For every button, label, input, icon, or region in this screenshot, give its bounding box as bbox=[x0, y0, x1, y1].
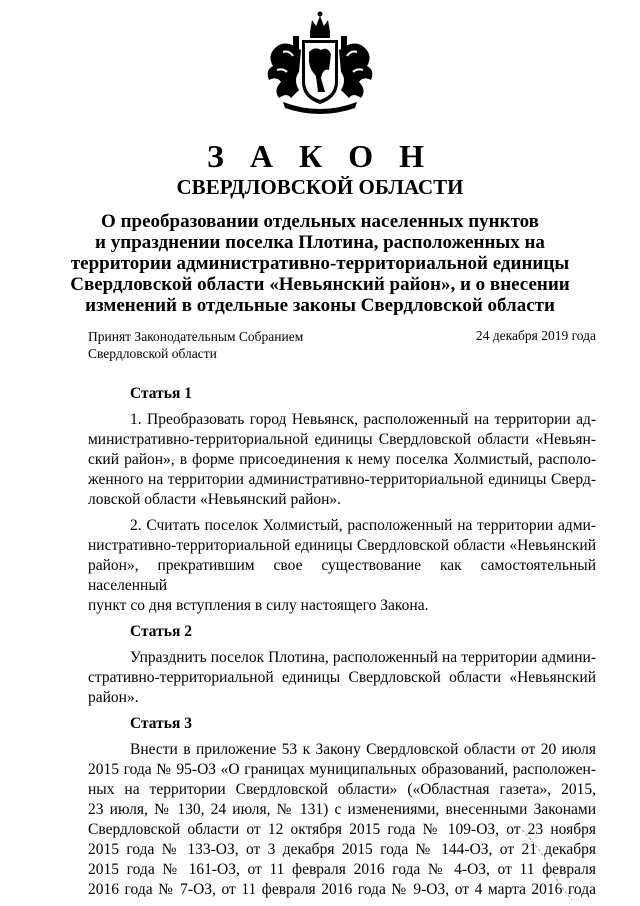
paragraph-line: пункт со дня вступления в силу настоящего Закона. bbox=[88, 597, 429, 614]
article-title: Статья 3 bbox=[130, 715, 192, 732]
paragraph-line: 23 июля, № 130, 24 июля, № 131) с изменениями, внесенными Законами bbox=[88, 801, 596, 818]
paragraph-line: Свердловской области от 12 октября 2015 года № 109-ОЗ, от 23 ноября bbox=[88, 821, 596, 838]
paragraph-line: район». bbox=[88, 689, 139, 706]
paragraph-line: 2015 года № 161-ОЗ, от 11 февраля 2016 года № 4-ОЗ, от 11 февраля bbox=[88, 861, 596, 878]
paragraph-line: Упразднить поселок Плотина, расположенный на территории админи- bbox=[130, 649, 596, 666]
adoption-line: Принят Законодательным Собранием bbox=[88, 329, 304, 344]
document-title: З А К О Н bbox=[207, 138, 433, 174]
paragraph-line: женного на территории административно-территориальной единицы Сверд- bbox=[88, 471, 596, 488]
document-subtitle: СВЕРДЛОВСКОЙ ОБЛАСТИ bbox=[176, 175, 464, 199]
paragraph-line: район», прекратившим свое существование как самостоятельный населенный bbox=[88, 557, 596, 594]
adoption-date: 24 декабря 2019 года bbox=[475, 328, 596, 343]
sverdlovsk-coat-of-arms-icon bbox=[263, 10, 377, 116]
paragraph-line: ловской области «Невьянский район». bbox=[88, 491, 342, 508]
paragraph-line: ных на территории Свердловской области» («Областная газета», 2015, bbox=[88, 781, 596, 798]
law-title-line: О преобразовании отдельных населенных пунктов bbox=[101, 211, 539, 232]
paragraph-line: 2015 года № 133-ОЗ, от 3 декабря 2015 года № 144-ОЗ, от 21 декабря bbox=[88, 841, 596, 858]
article-paragraph bbox=[88, 516, 596, 616]
paragraph-line: 2016 года № 7-ОЗ, от 11 февраля 2016 года № 9-ОЗ, от 4 марта 2016 года bbox=[88, 881, 596, 898]
law-title-line: и упразднении поселка Плотина, расположенных на bbox=[95, 232, 545, 253]
law-title-line: территории административно-территориальной единицы bbox=[70, 253, 570, 274]
paragraph-line: нистративно-территориальной единицы Свердловской области «Невьянский bbox=[88, 537, 596, 554]
paragraph-line: 2. Считать поселок Холмистый, расположенный на территории адми- bbox=[130, 517, 596, 534]
adoption-line: Свердловской области bbox=[88, 346, 217, 361]
paragraph-line: стративно-территориальной единицы Свердловской области «Невьянский bbox=[88, 669, 596, 686]
article-title: Статья 1 bbox=[130, 385, 192, 402]
article-paragraph bbox=[88, 410, 596, 510]
paragraph-line: министративно-территориальной единицы Свердловской области «Невьян- bbox=[88, 431, 596, 448]
paragraph-line: Внести в приложение 53 к Закону Свердловской области от 20 июля bbox=[130, 741, 596, 758]
article-paragraph bbox=[88, 648, 596, 708]
paragraph-line: 2015 года № 95-ОЗ «О границах муниципальных образований, расположен- bbox=[88, 761, 596, 778]
paragraph-line: ский район», в форме присоединения к нему поселка Холмистый, располо- bbox=[88, 451, 596, 468]
pen-mark bbox=[520, 828, 580, 903]
law-title bbox=[0, 211, 640, 316]
article-title: Статья 2 bbox=[130, 623, 192, 640]
law-title-line: Свердловской области «Невьянский район», и о внесении bbox=[70, 274, 570, 295]
law-title-line: изменений в отдельные законы Свердловской области bbox=[85, 295, 555, 316]
adoption-note bbox=[88, 328, 303, 362]
paragraph-line: 1. Преобразовать город Невьянск, расположенный на территории ад- bbox=[130, 411, 596, 428]
